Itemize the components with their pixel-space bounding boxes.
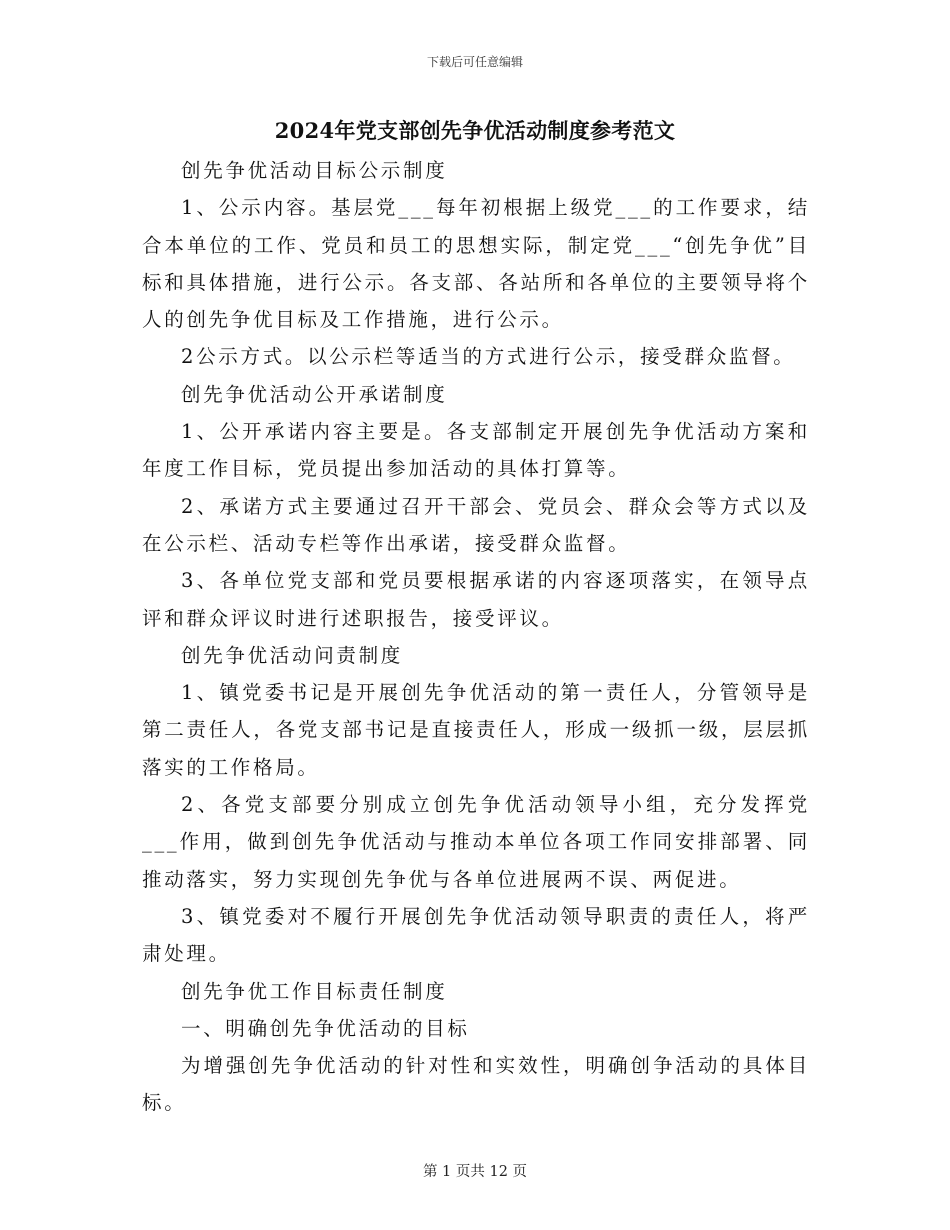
- body-paragraph: 为增强创先争优活动的针对性和实效性，明确创争活动的具体目标。: [142, 1054, 810, 1115]
- body-paragraph: 1、公示内容。基层党___每年初根据上级党___的工作要求，结合本单位的工作、党员和员工的思想实际，制定党___“创先争优”目标和具体措施，进行公示。各支部、各站所和各单位的主要领导将个人的创先争优目标及工作措施，进行公示。: [142, 196, 810, 332]
- body-paragraph: 2、承诺方式主要通过召开干部会、党员会、群众会等方式以及在公示栏、活动专栏等作出承诺，接受群众监督。: [142, 494, 810, 555]
- body-paragraph: 3、镇党委对不履行开展创先争优活动领导职责的责任人，将严肃处理。: [142, 904, 810, 966]
- body-paragraph: 2公示方式。以公示栏等适当的方式进行公示，接受群众监督。: [181, 345, 796, 369]
- header-note: 下载后可任意编辑: [426, 55, 523, 69]
- section-heading: 创先争优工作目标责任制度: [181, 979, 448, 1003]
- section-heading: 创先争优活动目标公示制度: [181, 159, 448, 182]
- subsection-heading: 一、明确创先争优活动的目标: [181, 1016, 470, 1040]
- body-paragraph: 2、各党支部要分别成立创先争优活动领导小组，充分发挥党___作用，做到创先争优活动与推动本单位各项工作同安排部署、同推动落实，努力实现创先争优与各单位进展两不误、两促进。: [142, 793, 810, 891]
- body-paragraph: 3、各单位党支部和党员要根据承诺的内容逐项落实，在领导点评和群众评议时进行述职报告，接受评议。: [142, 569, 810, 630]
- body-paragraph: 1、镇党委书记是开展创先争优活动的第一责任人，分管领导是第二责任人，各党支部书记是直接责任人，形成一级抓一级，层层抓落实的工作格局。: [142, 681, 810, 779]
- body-paragraph: 1、公开承诺内容主要是。各支部制定开展创先争优活动方案和年度工作目标，党员提出参加活动的具体打算等。: [142, 420, 810, 481]
- section-heading: 创先争优活动公开承诺制度: [181, 382, 448, 406]
- section-heading: 创先争优活动问责制度: [181, 643, 404, 667]
- document-body: [142, 152, 810, 1122]
- page-number-footer: 第 1 页共 12 页: [422, 1164, 528, 1180]
- document-title: 2024年党支部创先争优活动制度参考范文: [274, 118, 676, 143]
